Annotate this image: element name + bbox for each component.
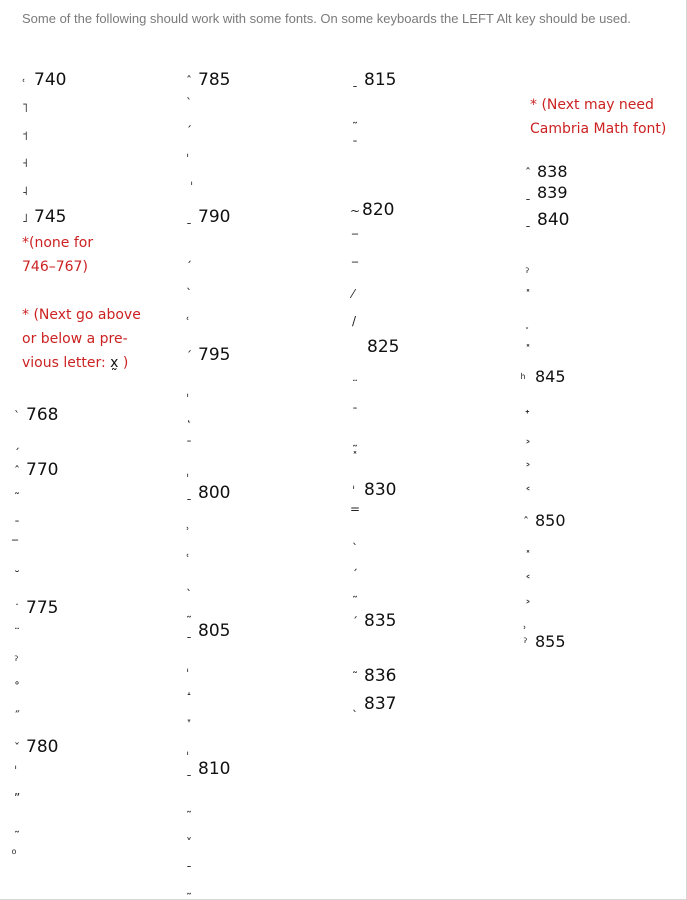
entry-mark: ˦	[22, 129, 28, 143]
entry-mark: ˊ	[186, 124, 192, 138]
entry-mark: ˎ	[186, 577, 192, 591]
entry	[186, 207, 230, 227]
entry-mark: ˆ	[186, 74, 192, 88]
entry-label: 745	[34, 207, 67, 227]
entry	[352, 694, 396, 714]
entry	[186, 738, 198, 758]
entry	[186, 435, 198, 455]
entry	[186, 545, 198, 565]
entry-label: 836	[364, 666, 397, 686]
entry	[14, 705, 26, 725]
entry	[22, 180, 34, 200]
entry	[525, 458, 537, 478]
entry	[186, 710, 198, 730]
entry-mark: ˉ	[352, 406, 358, 420]
entry-mark: ˀ	[523, 636, 528, 650]
entry	[14, 622, 26, 642]
entry-mark: ‾	[12, 538, 18, 552]
entry-mark: ˒	[186, 522, 190, 536]
entry	[14, 650, 26, 670]
entry-mark: ˟	[525, 288, 531, 302]
entry-mark: ˃	[525, 439, 531, 453]
entry-mark: ˋ	[186, 96, 192, 110]
entry-mark: ˎ	[352, 531, 358, 545]
entry-label: 825	[367, 337, 400, 357]
entry-label: 820	[362, 200, 395, 220]
entry	[186, 877, 198, 897]
entry	[355, 337, 399, 357]
note-line-text: vious letter:	[22, 355, 106, 371]
entry-mark: ˟	[352, 450, 358, 464]
entry-mark: ˍ	[525, 214, 531, 228]
entry-label: 800	[198, 483, 231, 503]
entry	[525, 545, 537, 565]
entry	[350, 498, 362, 518]
note-line: * (Next may need	[530, 97, 654, 113]
entry	[352, 228, 364, 248]
entry	[186, 148, 198, 168]
entry-mark: ˈ	[190, 180, 194, 194]
entry	[22, 152, 34, 172]
entry	[352, 256, 364, 276]
entry-mark: ˯	[525, 316, 529, 330]
entry-mark: ˘	[14, 569, 20, 583]
entry-mark: ˃	[525, 599, 531, 613]
entry	[14, 432, 26, 452]
entry-label: 785	[198, 70, 231, 90]
entry	[14, 460, 58, 480]
entry-mark: ˮ	[14, 791, 21, 805]
entry-mark: ˍ	[186, 211, 192, 225]
entry-label: 770	[26, 460, 59, 480]
example-letter: x̰	[110, 355, 119, 371]
entry-mark: ˉ	[352, 139, 358, 153]
entry-mark: ˊ	[352, 615, 358, 629]
entry	[352, 310, 364, 330]
entry	[186, 621, 230, 641]
entry	[525, 339, 537, 359]
entry	[14, 760, 26, 780]
entry	[14, 677, 26, 697]
entry	[525, 162, 568, 182]
entry-mark: ˜	[14, 491, 20, 505]
entry-mark: ˛	[186, 409, 192, 423]
entry-mark: ˷	[186, 799, 192, 813]
entry-mark: ˓	[186, 312, 190, 326]
entry-mark: ˒	[523, 621, 527, 635]
entry-label: 790	[198, 207, 231, 227]
entry-label: 805	[198, 621, 231, 641]
entry-mark: ˉ	[186, 439, 192, 453]
entry-label: 775	[26, 598, 59, 618]
entry-mark: ˆ	[523, 515, 529, 529]
entry	[186, 272, 198, 292]
entry-label: 795	[198, 345, 231, 365]
entry	[14, 487, 26, 507]
entry-mark: ‾	[352, 232, 358, 246]
entry-mark: ˆ	[14, 464, 20, 478]
entry-mark: ˏ	[186, 249, 192, 263]
entry-mark: ˏ	[14, 436, 20, 450]
entry	[186, 345, 230, 365]
entry-label: 837	[364, 694, 397, 714]
entry	[186, 120, 198, 140]
entry	[523, 632, 566, 652]
note-line: * (Next go above	[22, 307, 141, 323]
entry	[525, 570, 537, 590]
entry	[352, 70, 396, 90]
entry-mark: ˓	[22, 74, 26, 88]
entry-mark: ˧	[22, 156, 28, 170]
entry	[186, 655, 198, 675]
entry-mark: ˥	[22, 101, 28, 115]
entry	[186, 70, 230, 90]
entry-mark: ˍ	[525, 187, 531, 201]
entry	[352, 553, 364, 573]
entry-label: 845	[535, 367, 566, 386]
entry-mark: ˔	[186, 687, 192, 701]
entry-mark: ˋ	[14, 409, 20, 423]
entry	[186, 92, 198, 112]
entry	[22, 125, 34, 145]
entry	[14, 565, 26, 585]
entry-mark: ~	[350, 204, 361, 218]
entry	[352, 283, 364, 303]
entry	[22, 70, 66, 90]
entry-mark: ˈ	[186, 152, 190, 166]
entry-mark: ˇ	[14, 741, 20, 755]
entry	[186, 483, 230, 503]
entry-label: 839	[537, 183, 568, 202]
entry-label: 838	[537, 162, 568, 181]
note-range	[22, 231, 93, 279]
entry-mark: ˍ	[186, 763, 192, 777]
entry	[190, 176, 202, 196]
entry	[14, 598, 58, 618]
entry-mark: ˕	[186, 714, 192, 728]
entry-mark: ˃	[525, 462, 531, 476]
entry-mark: ˉ	[14, 519, 20, 533]
entry-mark: ˷	[352, 110, 358, 124]
entry-mark: =	[350, 502, 361, 516]
entry-mark: ˩	[22, 211, 28, 225]
entry-mark: ˎ	[352, 698, 358, 712]
entry-mark: ‾	[352, 260, 358, 274]
entry-mark: ˂	[525, 486, 531, 500]
entry-mark: ˨	[22, 184, 28, 198]
entry-mark: ˷	[186, 604, 192, 618]
entry-mark: ˈ	[352, 484, 356, 498]
entry	[14, 815, 26, 835]
entry-mark: ¨	[352, 378, 358, 392]
entry	[525, 284, 537, 304]
entry	[525, 210, 569, 230]
entry	[186, 308, 198, 328]
entry-label: 830	[364, 480, 397, 500]
entry	[352, 666, 396, 686]
entry	[523, 367, 566, 387]
entry-label: 835	[364, 611, 397, 631]
note-diacritics	[22, 303, 141, 375]
entry	[352, 135, 364, 155]
entry	[352, 446, 364, 466]
note-line: Cambria Math font)	[530, 121, 667, 137]
entry-mark: ˌ	[186, 384, 190, 398]
entry-mark: ⁄	[352, 287, 355, 301]
entry	[14, 515, 26, 535]
entry	[352, 374, 364, 394]
entry-mark: ˈ	[14, 764, 18, 778]
entry	[14, 405, 58, 425]
entry	[186, 795, 198, 815]
entry-mark: ˊ	[186, 349, 192, 363]
entry	[14, 787, 26, 807]
entry	[352, 527, 364, 547]
note-line: 746–767)	[22, 259, 88, 275]
entry	[186, 850, 198, 870]
entry-mark: ˀ	[14, 654, 19, 668]
entry	[525, 262, 537, 282]
entry	[186, 380, 198, 400]
entry	[186, 822, 198, 842]
entry-mark: ˙	[14, 602, 20, 616]
note-tail: )	[122, 355, 129, 371]
entry	[352, 106, 364, 126]
entry-mark	[14, 843, 26, 863]
entry-mark: ˆ	[525, 166, 531, 180]
entry-mark: ˍ	[186, 625, 192, 639]
entry-mark: ˷	[186, 881, 192, 895]
entry	[14, 737, 58, 757]
entry-label: 855	[535, 632, 566, 651]
entry	[186, 573, 198, 593]
entry-mark: ˷	[352, 433, 358, 447]
entry	[186, 245, 198, 265]
entry	[350, 200, 394, 220]
entry	[525, 482, 537, 502]
entry-mark: ˝	[14, 709, 20, 723]
entry-mark: ˍ	[352, 74, 358, 88]
entry	[22, 97, 34, 117]
entry	[523, 511, 566, 531]
entry	[22, 207, 66, 227]
entry-mark	[523, 368, 535, 388]
entry-mark: ˬ	[186, 826, 192, 840]
entry	[352, 402, 364, 422]
entry-mark: ˌ	[186, 742, 190, 756]
entry-label: 740	[34, 70, 67, 90]
entry-label: 768	[26, 405, 59, 425]
entry-mark: ˓	[186, 549, 190, 563]
entry-mark: ¨	[14, 626, 20, 640]
entry-mark: ˷	[14, 819, 20, 833]
entry	[352, 580, 364, 600]
entry-mark: ˂	[525, 574, 531, 588]
entry	[186, 600, 198, 620]
entry	[352, 480, 396, 500]
entry-mark: ˍ	[186, 854, 192, 868]
entry-label: 810	[198, 759, 231, 779]
entry-mark: ˟	[525, 343, 531, 357]
entry	[525, 435, 537, 455]
entry-mark: ˎ	[186, 276, 192, 290]
entry	[525, 183, 568, 203]
entry-mark: ˟	[525, 549, 531, 563]
entry-label: 850	[535, 511, 566, 530]
entry-mark: ˷	[352, 584, 358, 598]
entry	[14, 842, 26, 862]
entry	[12, 534, 24, 554]
entry	[186, 405, 198, 425]
entry-mark: ˌ	[186, 659, 190, 673]
header-note: Some of the following should work with some fonts. On some keyboards the LEFT Alt key should be used.	[22, 11, 631, 26]
entry-label: 840	[537, 210, 570, 230]
entry	[525, 400, 537, 420]
entry	[186, 683, 198, 703]
note-line: or below a pre-	[22, 331, 128, 347]
entry-label: 815	[364, 70, 397, 90]
note-line	[22, 351, 141, 375]
entry-mark: ˌ	[186, 464, 190, 478]
entry	[525, 312, 537, 332]
entry-mark: ˜	[352, 670, 358, 684]
entry	[186, 518, 198, 538]
entry-mark: ˀ	[525, 266, 530, 280]
entry-mark: ˚	[14, 681, 20, 695]
entry-mark: /	[352, 314, 357, 328]
entry-mark: ˍ	[186, 487, 192, 501]
note-line: *(none for	[22, 235, 94, 251]
entry-mark: ˖	[525, 404, 530, 418]
entry	[186, 460, 198, 480]
entry-mark: ˏ	[352, 557, 358, 571]
entry	[525, 595, 537, 615]
entry-label: 780	[26, 737, 59, 757]
entry	[186, 759, 230, 779]
entry	[352, 611, 396, 631]
note-cambria	[530, 93, 666, 141]
